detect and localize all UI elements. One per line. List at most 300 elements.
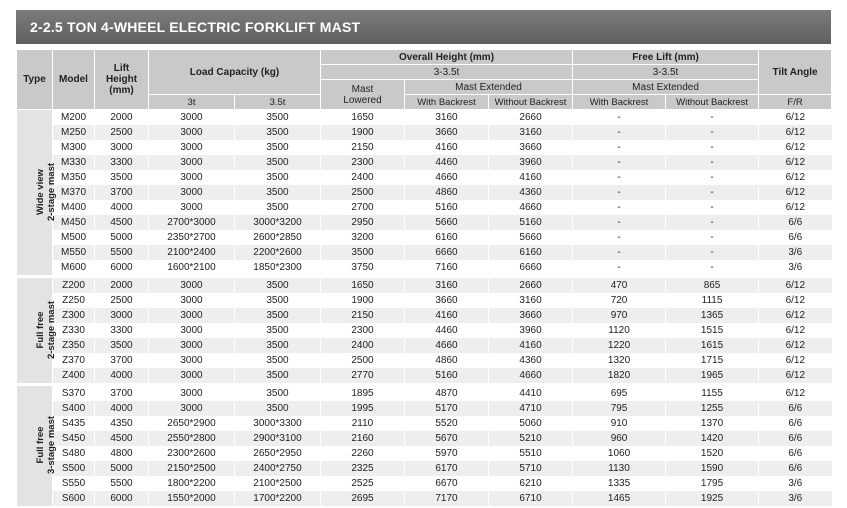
cell-mast-lowered: 1995 (321, 401, 405, 416)
header-model: Model (53, 50, 95, 110)
cell-capacity-3-5t: 1700*2200 (235, 491, 321, 506)
cell-capacity-3t: 3000 (149, 368, 235, 385)
cell-extended-with-backrest: 5970 (405, 446, 489, 461)
cell-model: Z350 (53, 338, 95, 353)
cell-tilt-angle: 6/12 (759, 338, 832, 353)
cell-free-lift-with-backrest: 1130 (573, 461, 666, 476)
cell-tilt-angle: 6/6 (759, 230, 832, 245)
cell-extended-with-backrest: 3160 (405, 277, 489, 294)
cell-mast-lowered: 2150 (321, 140, 405, 155)
cell-model: Z330 (53, 323, 95, 338)
cell-mast-lowered: 2110 (321, 416, 405, 431)
header-with-backrest: With Backrest (405, 95, 489, 110)
cell-extended-without-backrest: 3160 (489, 125, 573, 140)
header-overall-range: 3-3.5t (321, 65, 573, 80)
cell-capacity-3-5t: 3500 (235, 200, 321, 215)
cell-model: S550 (53, 476, 95, 491)
header-tilt-angle: Tilt Angle (759, 50, 832, 95)
cell-mast-lowered: 1900 (321, 125, 405, 140)
cell-lift-height: 5000 (95, 461, 149, 476)
cell-model: S370 (53, 385, 95, 402)
cell-lift-height: 3500 (95, 338, 149, 353)
cell-lift-height: 3300 (95, 323, 149, 338)
table-row (17, 215, 832, 230)
cell-mast-lowered: 2150 (321, 308, 405, 323)
cell-mast-lowered: 1650 (321, 277, 405, 294)
cell-free-lift-without-backrest: 1255 (666, 401, 759, 416)
cell-extended-with-backrest: 4660 (405, 338, 489, 353)
cell-mast-lowered: 2525 (321, 476, 405, 491)
table-row (17, 277, 832, 294)
cell-free-lift-with-backrest: - (573, 260, 666, 277)
cell-lift-height: 4350 (95, 416, 149, 431)
cell-capacity-3t: 3000 (149, 385, 235, 402)
cell-free-lift-with-backrest: 910 (573, 416, 666, 431)
cell-free-lift-with-backrest: - (573, 140, 666, 155)
group-label-line2: 3-stage mast (46, 415, 58, 475)
cell-model: M550 (53, 245, 95, 260)
cell-free-lift-without-backrest: 1965 (666, 368, 759, 385)
cell-free-lift-without-backrest: 1420 (666, 431, 759, 446)
cell-capacity-3-5t: 3500 (235, 170, 321, 185)
cell-mast-lowered: 2700 (321, 200, 405, 215)
cell-tilt-angle: 6/12 (759, 368, 832, 385)
cell-free-lift-without-backrest: - (666, 215, 759, 230)
cell-free-lift-without-backrest: 1155 (666, 385, 759, 402)
cell-free-lift-without-backrest: - (666, 230, 759, 245)
cell-free-lift-with-backrest: - (573, 200, 666, 215)
cell-lift-height: 3300 (95, 155, 149, 170)
cell-extended-with-backrest: 5160 (405, 200, 489, 215)
cell-free-lift-without-backrest: 1590 (666, 461, 759, 476)
cell-mast-lowered: 1895 (321, 385, 405, 402)
cell-model: M200 (53, 110, 95, 126)
cell-extended-without-backrest: 6710 (489, 491, 573, 506)
cell-extended-without-backrest: 6210 (489, 476, 573, 491)
cell-free-lift-with-backrest: 1220 (573, 338, 666, 353)
group-label-line1: Full free (35, 426, 47, 464)
cell-capacity-3t: 3000 (149, 401, 235, 416)
table-row (17, 293, 832, 308)
table-row (17, 401, 832, 416)
table-row (17, 125, 832, 140)
cell-mast-lowered: 2950 (321, 215, 405, 230)
group-type-label (17, 110, 58, 277)
cell-mast-lowered: 3500 (321, 245, 405, 260)
cell-free-lift-with-backrest: 970 (573, 308, 666, 323)
cell-mast-lowered: 2770 (321, 368, 405, 385)
header-cap-3t: 3t (149, 95, 235, 110)
table-row (17, 110, 832, 126)
table-row (17, 353, 832, 368)
group-type-label (17, 277, 58, 385)
cell-capacity-3-5t: 2600*2850 (235, 230, 321, 245)
table-row (17, 260, 832, 277)
header-overall-height: Overall Height (mm) (321, 50, 573, 65)
cell-lift-height: 2500 (95, 125, 149, 140)
cell-free-lift-without-backrest: 1715 (666, 353, 759, 368)
cell-model: S450 (53, 431, 95, 446)
cell-free-lift-without-backrest: - (666, 140, 759, 155)
cell-extended-without-backrest: 4160 (489, 338, 573, 353)
cell-extended-with-backrest: 5170 (405, 401, 489, 416)
cell-extended-without-backrest: 5510 (489, 446, 573, 461)
cell-tilt-angle: 6/6 (759, 215, 832, 230)
cell-extended-without-backrest: 3960 (489, 323, 573, 338)
cell-extended-without-backrest: 5660 (489, 230, 573, 245)
cell-extended-with-backrest: 5670 (405, 431, 489, 446)
cell-extended-without-backrest: 4660 (489, 368, 573, 385)
header-without-backrest: Without Backrest (489, 95, 573, 110)
cell-free-lift-without-backrest: - (666, 185, 759, 200)
cell-capacity-3t: 3000 (149, 277, 235, 294)
cell-lift-height: 2500 (95, 293, 149, 308)
cell-extended-with-backrest: 5160 (405, 368, 489, 385)
cell-lift-height: 3000 (95, 140, 149, 155)
cell-capacity-3-5t: 3500 (235, 140, 321, 155)
page-title: 2-2.5 TON 4-WHEEL ELECTRIC FORKLIFT MAST (16, 10, 831, 44)
cell-capacity-3t: 3000 (149, 170, 235, 185)
cell-free-lift-with-backrest: - (573, 155, 666, 170)
cell-free-lift-with-backrest: - (573, 215, 666, 230)
cell-tilt-angle: 3/6 (759, 491, 832, 506)
cell-lift-height: 4800 (95, 446, 149, 461)
cell-capacity-3-5t: 3500 (235, 110, 321, 126)
cell-tilt-angle: 3/6 (759, 260, 832, 277)
cell-extended-without-backrest: 5060 (489, 416, 573, 431)
cell-capacity-3t: 2100*2400 (149, 245, 235, 260)
cell-extended-without-backrest: 4710 (489, 401, 573, 416)
cell-capacity-3-5t: 3500 (235, 155, 321, 170)
cell-capacity-3t: 1600*2100 (149, 260, 235, 277)
cell-extended-without-backrest: 3160 (489, 293, 573, 308)
cell-lift-height: 6000 (95, 260, 149, 277)
cell-model: M600 (53, 260, 95, 277)
cell-free-lift-without-backrest: - (666, 200, 759, 215)
cell-model: Z370 (53, 353, 95, 368)
table-row (17, 431, 832, 446)
cell-lift-height: 3700 (95, 353, 149, 368)
cell-extended-without-backrest: 4160 (489, 170, 573, 185)
cell-lift-height: 3700 (95, 385, 149, 402)
cell-extended-without-backrest: 4360 (489, 185, 573, 200)
cell-capacity-3-5t: 3500 (235, 185, 321, 200)
cell-capacity-3t: 3000 (149, 293, 235, 308)
cell-capacity-3t: 2150*2500 (149, 461, 235, 476)
cell-model: S480 (53, 446, 95, 461)
cell-model: M250 (53, 125, 95, 140)
cell-lift-height: 2000 (95, 277, 149, 294)
table-row (17, 385, 832, 402)
cell-extended-with-backrest: 6170 (405, 461, 489, 476)
cell-mast-lowered: 1650 (321, 110, 405, 126)
cell-extended-without-backrest: 6660 (489, 260, 573, 277)
cell-free-lift-with-backrest: - (573, 110, 666, 126)
cell-free-lift-without-backrest: 1365 (666, 308, 759, 323)
cell-extended-with-backrest: 5520 (405, 416, 489, 431)
cell-extended-with-backrest: 4160 (405, 308, 489, 323)
cell-extended-with-backrest: 6670 (405, 476, 489, 491)
cell-free-lift-with-backrest: 1465 (573, 491, 666, 506)
cell-free-lift-without-backrest: - (666, 170, 759, 185)
cell-capacity-3-5t: 3500 (235, 368, 321, 385)
cell-extended-without-backrest: 5710 (489, 461, 573, 476)
cell-mast-lowered: 3750 (321, 260, 405, 277)
cell-tilt-angle: 6/12 (759, 323, 832, 338)
cell-capacity-3t: 2650*2900 (149, 416, 235, 431)
cell-capacity-3-5t: 3500 (235, 125, 321, 140)
cell-extended-with-backrest: 3160 (405, 110, 489, 126)
cell-tilt-angle: 6/12 (759, 353, 832, 368)
cell-free-lift-with-backrest: 795 (573, 401, 666, 416)
cell-free-lift-without-backrest: 1925 (666, 491, 759, 506)
cell-free-lift-without-backrest: - (666, 260, 759, 277)
cell-tilt-angle: 3/6 (759, 245, 832, 260)
group-label-line2: 2-stage mast (46, 300, 58, 359)
cell-extended-without-backrest: 2660 (489, 277, 573, 294)
cell-free-lift-with-backrest: 1820 (573, 368, 666, 385)
group-label-line2: 2-stage mast (46, 162, 58, 221)
cell-capacity-3-5t: 3500 (235, 385, 321, 402)
table-row (17, 476, 832, 491)
table-row (17, 368, 832, 385)
cell-extended-without-backrest: 3660 (489, 308, 573, 323)
cell-lift-height: 4000 (95, 401, 149, 416)
table-row (17, 308, 832, 323)
cell-capacity-3-5t: 3000*3300 (235, 416, 321, 431)
cell-extended-with-backrest: 4460 (405, 323, 489, 338)
cell-tilt-angle: 6/12 (759, 293, 832, 308)
cell-extended-with-backrest: 7170 (405, 491, 489, 506)
group-label-line1: Wide view (35, 168, 47, 215)
table-row (17, 155, 832, 170)
cell-free-lift-without-backrest: 1115 (666, 293, 759, 308)
cell-model: M330 (53, 155, 95, 170)
cell-free-lift-with-backrest: 1320 (573, 353, 666, 368)
cell-free-lift-without-backrest: 1370 (666, 416, 759, 431)
cell-tilt-angle: 6/12 (759, 155, 832, 170)
cell-tilt-angle: 6/12 (759, 140, 832, 155)
header-free-range: 3-3.5t (573, 65, 759, 80)
cell-extended-with-backrest: 6660 (405, 245, 489, 260)
cell-capacity-3-5t: 2650*2950 (235, 446, 321, 461)
cell-tilt-angle: 6/6 (759, 446, 832, 461)
cell-mast-lowered: 3200 (321, 230, 405, 245)
cell-extended-with-backrest: 4870 (405, 385, 489, 402)
cell-free-lift-without-backrest: 1520 (666, 446, 759, 461)
cell-model: Z250 (53, 293, 95, 308)
cell-tilt-angle: 6/12 (759, 277, 832, 294)
cell-capacity-3-5t: 3500 (235, 293, 321, 308)
header-load-capacity: Load Capacity (kg) (149, 50, 321, 95)
cell-capacity-3t: 2550*2800 (149, 431, 235, 446)
cell-free-lift-without-backrest: - (666, 155, 759, 170)
cell-mast-lowered: 2400 (321, 338, 405, 353)
cell-mast-lowered: 2160 (321, 431, 405, 446)
cell-capacity-3t: 1800*2200 (149, 476, 235, 491)
cell-model: M300 (53, 140, 95, 155)
cell-capacity-3t: 3000 (149, 185, 235, 200)
cell-capacity-3t: 3000 (149, 140, 235, 155)
table-row (17, 245, 832, 260)
cell-free-lift-without-backrest: - (666, 245, 759, 260)
cell-tilt-angle: 6/6 (759, 416, 832, 431)
cell-model: M400 (53, 200, 95, 215)
cell-capacity-3t: 3000 (149, 200, 235, 215)
cell-model: Z200 (53, 277, 95, 294)
cell-model: S400 (53, 401, 95, 416)
cell-lift-height: 6000 (95, 491, 149, 506)
cell-model: Z400 (53, 368, 95, 385)
cell-model: M500 (53, 230, 95, 245)
header-lift-height: Lift Height (mm) (95, 50, 149, 110)
header-fl-with-backrest: With Backrest (573, 95, 666, 110)
cell-extended-without-backrest: 4660 (489, 200, 573, 215)
cell-lift-height: 4500 (95, 431, 149, 446)
cell-free-lift-without-backrest: 1795 (666, 476, 759, 491)
cell-capacity-3t: 3000 (149, 125, 235, 140)
cell-extended-with-backrest: 4160 (405, 140, 489, 155)
cell-capacity-3-5t: 2400*2750 (235, 461, 321, 476)
cell-extended-without-backrest: 3660 (489, 140, 573, 155)
cell-free-lift-with-backrest: - (573, 230, 666, 245)
table-body (17, 110, 832, 507)
cell-capacity-3t: 1550*2000 (149, 491, 235, 506)
cell-lift-height: 2000 (95, 110, 149, 126)
header-free-lift: Free Lift (mm) (573, 50, 759, 65)
cell-capacity-3-5t: 2200*2600 (235, 245, 321, 260)
cell-extended-with-backrest: 7160 (405, 260, 489, 277)
cell-free-lift-with-backrest: - (573, 125, 666, 140)
cell-capacity-3-5t: 2100*2500 (235, 476, 321, 491)
cell-capacity-3t: 2300*2600 (149, 446, 235, 461)
cell-extended-with-backrest: 4860 (405, 185, 489, 200)
cell-capacity-3t: 2700*3000 (149, 215, 235, 230)
cell-extended-without-backrest: 6160 (489, 245, 573, 260)
cell-capacity-3-5t: 2900*3100 (235, 431, 321, 446)
cell-capacity-3-5t: 3500 (235, 308, 321, 323)
group-type-label (17, 385, 58, 507)
cell-free-lift-without-backrest: 1515 (666, 323, 759, 338)
cell-capacity-3t: 3000 (149, 353, 235, 368)
cell-capacity-3-5t: 3500 (235, 401, 321, 416)
cell-tilt-angle: 3/6 (759, 476, 832, 491)
table-row (17, 461, 832, 476)
cell-extended-without-backrest: 5210 (489, 431, 573, 446)
cell-capacity-3t: 3000 (149, 155, 235, 170)
cell-capacity-3-5t: 3500 (235, 277, 321, 294)
group-label-line1: Full free (35, 311, 47, 348)
cell-tilt-angle: 6/12 (759, 385, 832, 402)
cell-extended-with-backrest: 3660 (405, 125, 489, 140)
cell-model: Z300 (53, 308, 95, 323)
cell-free-lift-without-backrest: 865 (666, 277, 759, 294)
cell-extended-without-backrest: 3960 (489, 155, 573, 170)
cell-extended-with-backrest: 4860 (405, 353, 489, 368)
table-row (17, 200, 832, 215)
cell-tilt-angle: 6/12 (759, 125, 832, 140)
cell-capacity-3t: 3000 (149, 323, 235, 338)
cell-lift-height: 5500 (95, 245, 149, 260)
cell-lift-height: 3700 (95, 185, 149, 200)
cell-model: S435 (53, 416, 95, 431)
cell-free-lift-without-backrest: 1615 (666, 338, 759, 353)
cell-free-lift-with-backrest: 470 (573, 277, 666, 294)
table-row (17, 230, 832, 245)
cell-free-lift-with-backrest: 1060 (573, 446, 666, 461)
cell-free-lift-with-backrest: 1120 (573, 323, 666, 338)
cell-model: S500 (53, 461, 95, 476)
cell-free-lift-with-backrest: 695 (573, 385, 666, 402)
cell-tilt-angle: 6/12 (759, 170, 832, 185)
cell-extended-without-backrest: 4410 (489, 385, 573, 402)
cell-mast-lowered: 2300 (321, 323, 405, 338)
cell-lift-height: 5000 (95, 230, 149, 245)
cell-tilt-angle: 6/6 (759, 431, 832, 446)
cell-tilt-angle: 6/12 (759, 185, 832, 200)
mast-spec-table (16, 49, 832, 506)
cell-capacity-3-5t: 3000*3200 (235, 215, 321, 230)
cell-capacity-3t: 3000 (149, 110, 235, 126)
cell-mast-lowered: 2500 (321, 185, 405, 200)
cell-mast-lowered: 2300 (321, 155, 405, 170)
cell-lift-height: 3500 (95, 170, 149, 185)
cell-extended-with-backrest: 5660 (405, 215, 489, 230)
cell-capacity-3t: 2350*2700 (149, 230, 235, 245)
cell-model: M350 (53, 170, 95, 185)
header-tilt-fr: F/R (759, 95, 832, 110)
cell-extended-without-backrest: 2660 (489, 110, 573, 126)
header-cap-3-5t: 3.5t (235, 95, 321, 110)
cell-free-lift-without-backrest: - (666, 110, 759, 126)
cell-model: M450 (53, 215, 95, 230)
cell-tilt-angle: 6/6 (759, 461, 832, 476)
cell-mast-lowered: 1900 (321, 293, 405, 308)
cell-free-lift-with-backrest: - (573, 170, 666, 185)
header-mast-extended: Mast Extended (405, 80, 573, 95)
cell-lift-height: 4000 (95, 368, 149, 385)
cell-extended-with-backrest: 6160 (405, 230, 489, 245)
cell-mast-lowered: 2400 (321, 170, 405, 185)
cell-lift-height: 5500 (95, 476, 149, 491)
cell-capacity-3-5t: 3500 (235, 353, 321, 368)
table-row (17, 140, 832, 155)
cell-model: M370 (53, 185, 95, 200)
cell-capacity-3-5t: 3500 (235, 338, 321, 353)
cell-capacity-3t: 3000 (149, 308, 235, 323)
cell-lift-height: 3000 (95, 308, 149, 323)
cell-tilt-angle: 6/6 (759, 401, 832, 416)
header-mast-extended-free: Mast Extended (573, 80, 759, 95)
cell-extended-with-backrest: 3660 (405, 293, 489, 308)
header-mast-lowered: Mast Lowered (321, 80, 405, 110)
cell-extended-with-backrest: 4460 (405, 155, 489, 170)
cell-model: S600 (53, 491, 95, 506)
cell-capacity-3-5t: 1850*2300 (235, 260, 321, 277)
cell-free-lift-with-backrest: 960 (573, 431, 666, 446)
cell-mast-lowered: 2500 (321, 353, 405, 368)
cell-capacity-3-5t: 3500 (235, 323, 321, 338)
cell-capacity-3t: 3000 (149, 338, 235, 353)
cell-mast-lowered: 2695 (321, 491, 405, 506)
cell-tilt-angle: 6/12 (759, 110, 832, 126)
table-row (17, 185, 832, 200)
cell-free-lift-with-backrest: 720 (573, 293, 666, 308)
cell-free-lift-with-backrest: 1335 (573, 476, 666, 491)
cell-extended-without-backrest: 4360 (489, 353, 573, 368)
table-row (17, 170, 832, 185)
cell-mast-lowered: 2260 (321, 446, 405, 461)
